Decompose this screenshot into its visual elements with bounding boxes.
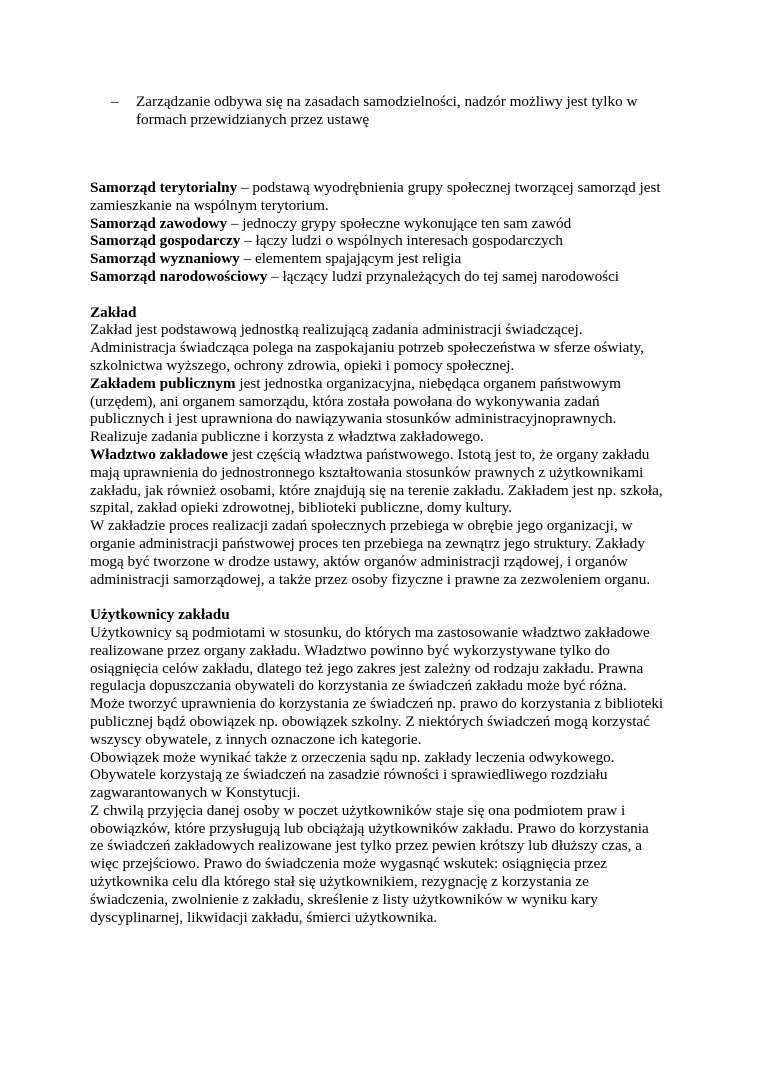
term: Samorząd wyznaniowy — [90, 250, 240, 268]
list-dash: – — [111, 93, 119, 110]
definition: – elementem spajającym jest religia — [239, 250, 462, 268]
samorzad-narodowosciowy — [90, 268, 665, 286]
intro-list-item — [111, 93, 671, 129]
definition: – jednoczy grypy społeczne wykonujące ten sam zawód — [227, 214, 572, 232]
samorzad-zawodowy — [90, 215, 665, 233]
zaklad-heading — [90, 304, 665, 322]
uzytkownicy-paragraph: Użytkownicy są podmiotami w stosunku, do których ma zastosowanie władztwo zakładowe realizowane przez organy zakładu. Władztwo powinno być wykorzystywane tylko do osiągnięcia celów zakładu, dlatego też jego zakres jest zależny od rodzaju zakładu. Prawna regulacja dopuszczania obywateli do korzystania ze świadczeń zakładu może być różna. Może tworzyć uprawnienia do korzystania ze świadczeń np. prawo do korzystania z biblioteki publicznej bądź obowiązek np. obowiązek szkolny. Z niektórych świadczeń mogą korzystać wszyscy obywatele, z innych oznaczone ich kategorie. — [90, 623, 664, 748]
heading-text: Użytkownicy zakładu — [90, 606, 230, 624]
samorzad-gospodarczy — [90, 232, 665, 250]
term: Samorząd gospodarczy — [90, 232, 241, 250]
term: Samorząd narodowościowy — [90, 267, 268, 285]
obowiazek-paragraph: Obowiązek może wynikać także z orzeczenia sądu np. zakłady leczenia odwykowego. Obywatele korzystają ze świadczeń na zasadzie równości i sprawiedliwego rozdziału zagwarantowanych w Konstytucji. — [90, 748, 615, 802]
wladztwo-zakladowe-paragraph — [90, 446, 665, 517]
uzytkownicy-heading — [90, 606, 665, 624]
term: Zakładem publicznym — [90, 374, 236, 392]
samorzad-terytorialny — [90, 179, 665, 215]
definition: – łączy ludzi o wspólnych interesach gospodarczych — [240, 232, 563, 250]
definition: – łączący ludzi przynależących do tej samej narodowości — [267, 267, 620, 285]
intro-text: Zarządzanie odbywa się na zasadach samodzielności, nadzór możliwy jest tylko w formach przewidzianych przez ustawę — [136, 93, 638, 128]
zaklad-paragraph: Zakład jest podstawową jednostką realizującą zadania administracji świadczącej. Administracja świadcząca polega na zaspokajaniu potrzeb społeczeństwa w sferze oświaty, szkolnictwa wyższego, ochrony zdrowia, opieki i pomocy społecznej. — [90, 321, 644, 374]
document-body — [90, 179, 665, 926]
term: Samorząd terytorialny — [90, 179, 238, 196]
paragraph-text: jest częścią władztwa państwowego. Istotą jest to, że organy zakładu mają uprawnienia do jednostronnego kształtowania stosunków prawnych z użytkownikami zakładu, jak również osobami, które znajdują się na terenie zakładu. Zakładem jest np. szkoła, szpital, zakład opieki zdrowotnej, biblioteki publiczne, domy kultury. — [90, 445, 663, 517]
heading-text: Zakład — [90, 303, 137, 321]
term: Samorząd zawodowy — [90, 214, 228, 232]
zaklad-organizacja-paragraph: W zakładzie proces realizacji zadań społecznych przebiega w obrębie jego organizacji, w organie administracji państwowej proces ten przebiega na zewnątrz jego struktury. Zakłady mogą być tworzone w drodze ustawy, aktów organów administracji rządowej, i organów administracji samorządowej, a także przez osoby fizyczne i prawne za zezwoleniem organu. — [90, 517, 651, 588]
zaklad-publiczny-paragraph — [90, 375, 665, 446]
paragraph-text: jest jednostka organizacyjna, niebędąca organem państwowym (urzędem), ani organem samorządu, która została powołana do wykonywania zadań publicznych i jest uprawniona do nawiązywania stosunków administracyjnoprawnych. Realizuje zadania publiczne i korzysta z władztwa zakładowego. — [90, 374, 621, 446]
samorzad-wyznaniowy — [90, 250, 665, 268]
term: Władztwo zakładowe — [90, 445, 228, 463]
prawa-uzytkownika-paragraph: Z chwilą przyjęcia danej osoby w poczet użytkowników staje się ona podmiotem praw i obowiązków, które przysługują lub obciążają użytkowników zakładu. Prawo do korzystania ze świadczeń zakładowych realizowane jest tylko przez pewien krótszy lub dłuższy czas, a więc przejściowo. Prawo do świadczenia może wygasnąć wskutek: osiągnięcia przez użytkownika celu dla którego stał się użytkownikiem, rezygnację z korzystania ze świadczenia, zwolnienie z zakładu, skreślenie z listy użytkowników w wyniku kary dyscyplinarnej, likwidacji zakładu, śmierci użytkownika. — [90, 801, 649, 926]
definition: – podstawą wyodrębnienia grupy społecznej tworzącej samorząd jest zamieszkanie na wspólnym terytorium. — [90, 179, 661, 214]
